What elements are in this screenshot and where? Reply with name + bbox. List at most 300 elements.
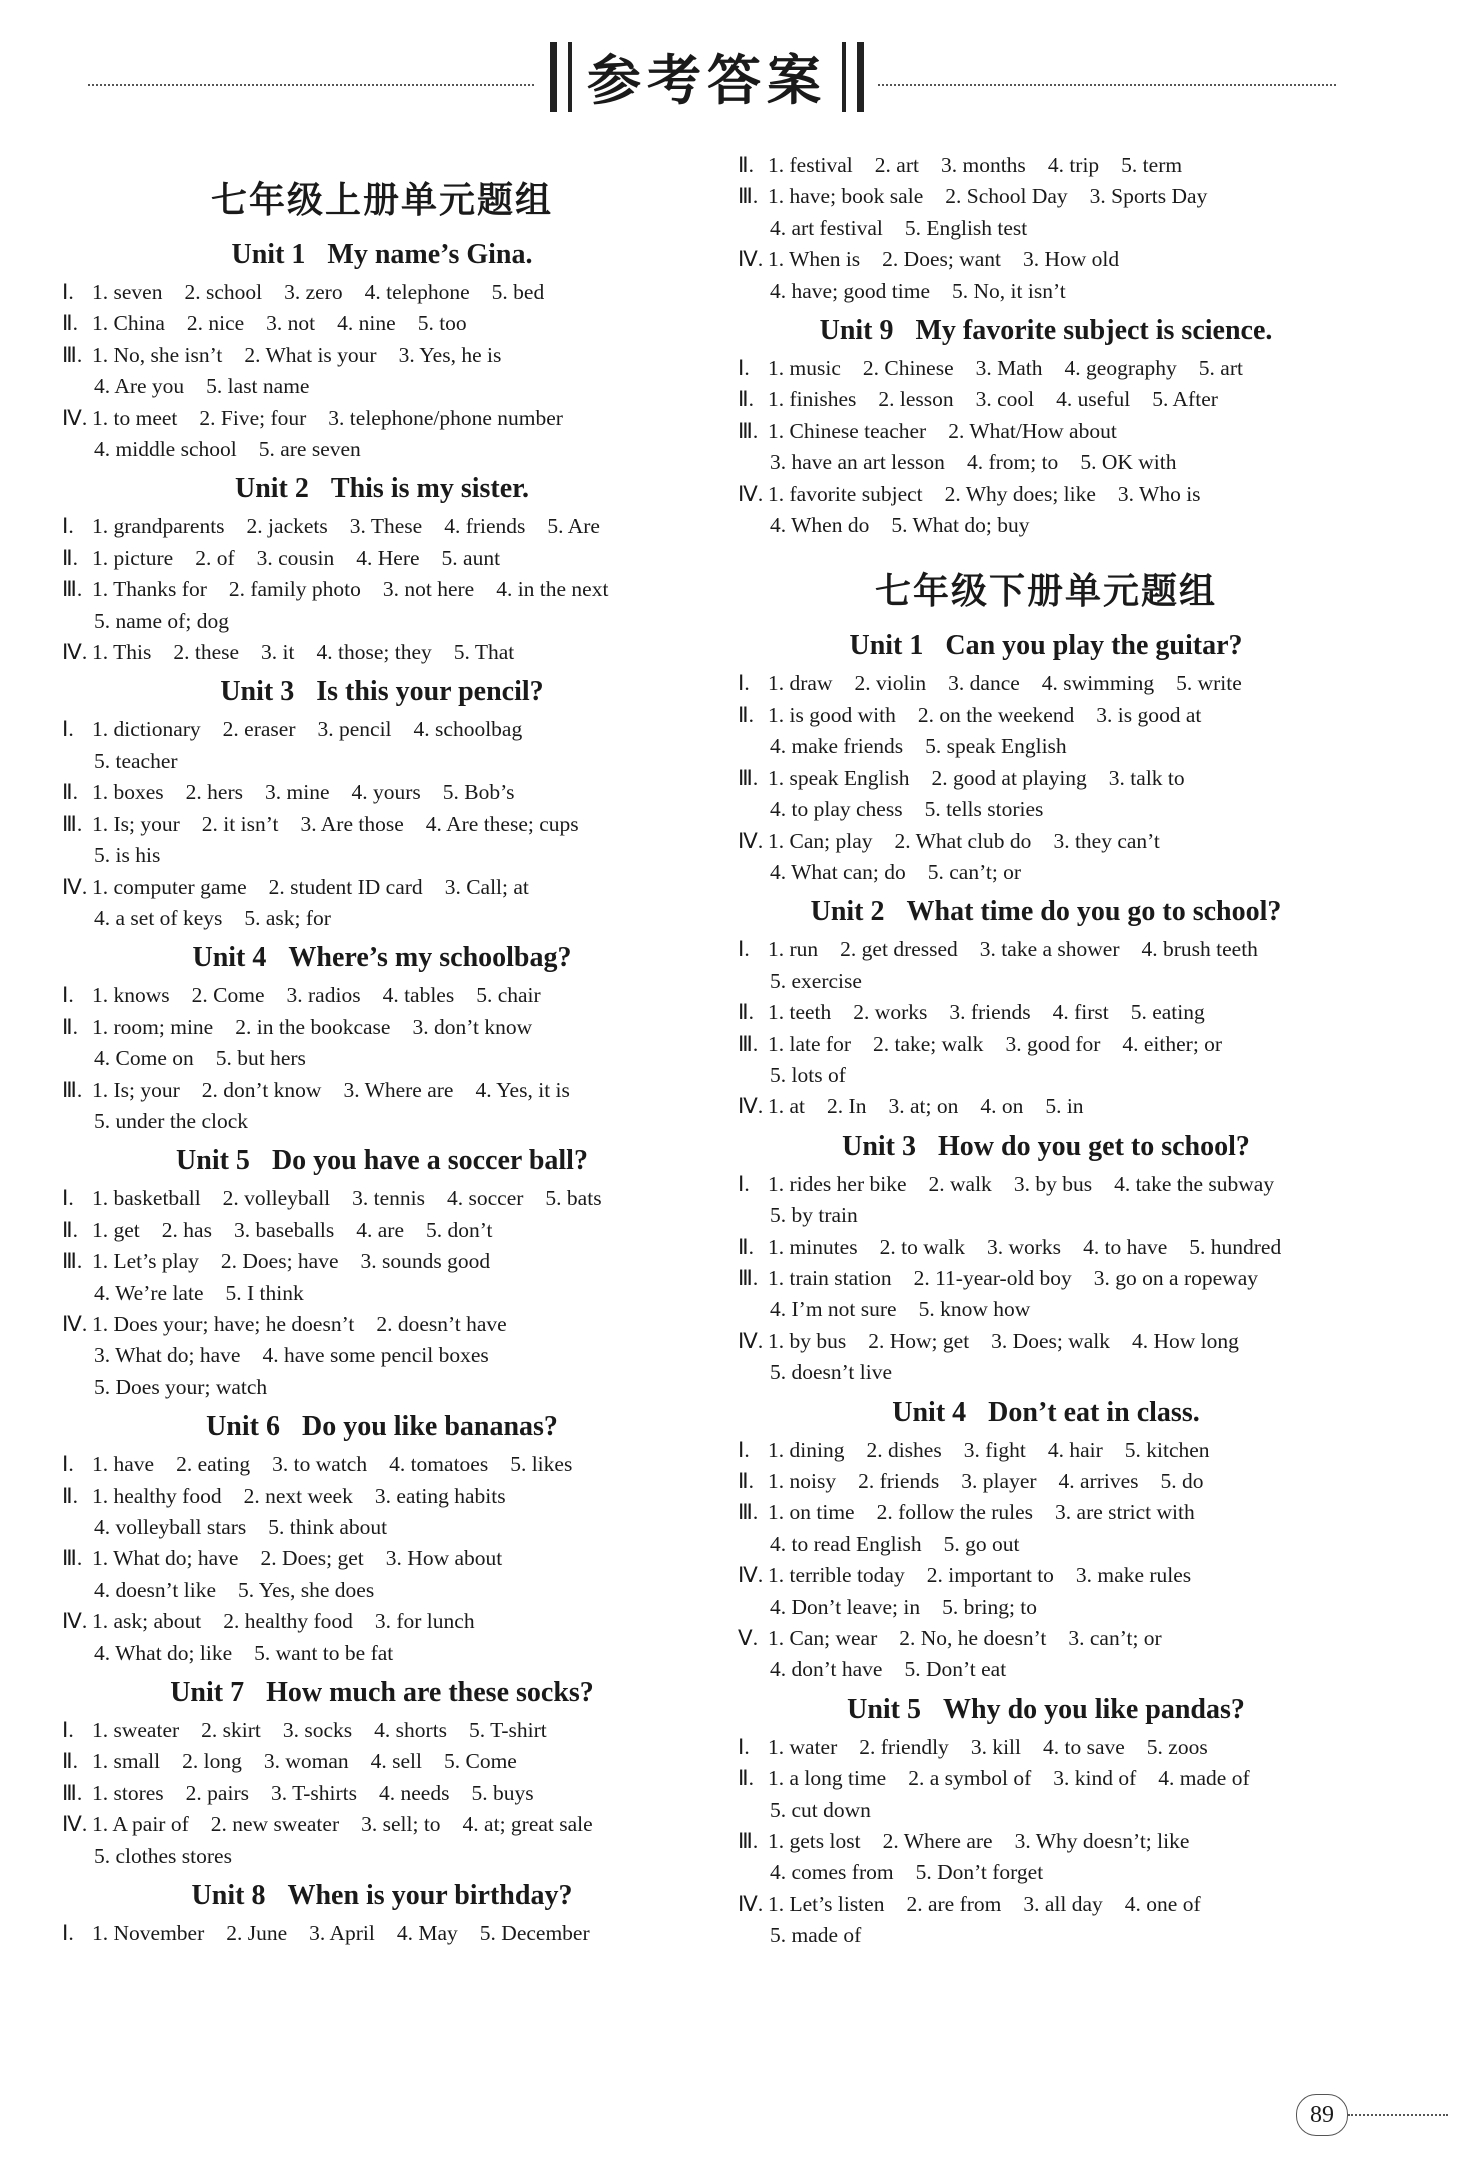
- answer-line: [62, 840, 702, 871]
- header-bars-left: [550, 42, 572, 112]
- answer-item: 2. doesn’t have: [376, 1311, 507, 1336]
- answer-item: 3. Yes, he is: [398, 342, 502, 367]
- answer-item: 5. Bob’s: [442, 780, 515, 805]
- section-numeral: Ⅲ.: [62, 577, 83, 602]
- answer-item: 3. are strict with: [1055, 1500, 1195, 1525]
- answer-line: [62, 1012, 702, 1043]
- section-numeral: Ⅳ.: [738, 1891, 764, 1916]
- answer-item: 2. take; walk: [872, 1031, 984, 1056]
- section-numeral: Ⅳ.: [738, 481, 764, 506]
- unit-heading: [738, 630, 1354, 662]
- section-numeral: Ⅳ.: [62, 1812, 88, 1837]
- header-dotted-rule-right: [878, 84, 1336, 86]
- answer-item: 1. rides her bike: [768, 1171, 907, 1196]
- section-numeral: Ⅲ.: [62, 1249, 83, 1274]
- answer-line: [738, 479, 1354, 510]
- answer-item: 1. get: [92, 1217, 140, 1242]
- answer-line: [62, 714, 702, 745]
- answer-line: [738, 1357, 1354, 1388]
- answer-line: [738, 1232, 1354, 1263]
- section-numeral: Ⅲ.: [62, 1077, 83, 1102]
- answer-line: [62, 637, 702, 668]
- answer-line: [62, 1372, 702, 1403]
- answer-line: [738, 1091, 1354, 1122]
- page-title: 参考答案: [587, 49, 827, 112]
- answer-item: 5. I think: [225, 1280, 304, 1305]
- answer-item: 4. either; or: [1122, 1031, 1223, 1056]
- unit-number: Unit 9: [819, 315, 894, 347]
- answer-item: 5. ask; for: [244, 905, 331, 930]
- answer-item: 1. Thanks for: [92, 577, 207, 602]
- answer-item: 2. Come: [191, 983, 265, 1008]
- answer-item: 2. violin: [854, 671, 927, 696]
- answer-item: 4. nine: [337, 311, 396, 336]
- answer-item: 5. English test: [904, 215, 1028, 240]
- unit-heading: [738, 1694, 1354, 1726]
- answer-item: 4. made of: [1158, 1766, 1250, 1791]
- unit-number: Unit 2: [810, 896, 885, 928]
- answer-line: [62, 1246, 702, 1277]
- answer-item: 2. healthy food: [223, 1609, 353, 1634]
- answer-line: [62, 340, 702, 371]
- unit-heading: [62, 1677, 702, 1709]
- page-number: 89: [1296, 2094, 1348, 2136]
- answer-line: [62, 574, 702, 605]
- answer-item: 4. Yes, it is: [475, 1077, 570, 1102]
- answer-item: 5. cut down: [770, 1797, 871, 1822]
- answer-item: 3. take a shower: [979, 937, 1120, 962]
- answer-item: 3. sell; to: [361, 1812, 441, 1837]
- section-numeral: Ⅰ.: [62, 717, 74, 742]
- answer-item: 5. term: [1121, 153, 1183, 177]
- section-numeral: Ⅳ.: [738, 1328, 764, 1353]
- section-numeral: Ⅰ.: [738, 1171, 750, 1196]
- answer-line: [62, 1106, 702, 1137]
- answer-item: 4. trip: [1047, 153, 1100, 177]
- answer-item: 1. Let’s play: [92, 1249, 199, 1274]
- answer-item: 1. festival: [768, 153, 853, 177]
- answer-line: [62, 1481, 702, 1512]
- answer-line: [62, 1918, 702, 1949]
- answer-item: 4. telephone: [364, 280, 470, 304]
- answer-item: 3. sounds good: [360, 1249, 491, 1274]
- section-numeral: Ⅳ.: [738, 1563, 764, 1588]
- answer-item: 5. in: [1045, 1094, 1084, 1119]
- unit-title: Is this your pencil?: [316, 676, 544, 708]
- answer-item: 5. No, it isn’t: [952, 278, 1066, 303]
- answer-line: [738, 244, 1354, 275]
- unit-title: Do you have a soccer ball?: [271, 1145, 588, 1177]
- answer-line: [738, 1795, 1354, 1826]
- answer-line: [738, 826, 1354, 857]
- answer-line: [738, 384, 1354, 415]
- answer-item: 1. Is; your: [92, 1077, 180, 1102]
- section-numeral: Ⅰ.: [62, 514, 74, 539]
- answer-item: 3. Call; at: [444, 874, 529, 899]
- unit-title: Where’s my schoolbag?: [288, 942, 572, 974]
- answer-item: 3. tennis: [352, 1186, 426, 1211]
- answer-item: 5. buys: [471, 1780, 534, 1805]
- unit-heading: [62, 1880, 702, 1912]
- answer-item: 5. lots of: [770, 1062, 846, 1087]
- answer-item: 3. months: [940, 153, 1026, 177]
- answer-item: 2. it isn’t: [201, 811, 279, 836]
- answer-item: 2. jackets: [246, 514, 328, 539]
- answer-item: 1. draw: [768, 671, 833, 696]
- answer-line: [62, 1746, 702, 1777]
- header-bars-right: [842, 42, 864, 112]
- answer-item: 2. walk: [928, 1171, 992, 1196]
- answer-item: 1. run: [768, 937, 819, 962]
- answer-item: 5. last name: [206, 374, 310, 399]
- answer-item: 2. new sweater: [210, 1812, 340, 1837]
- section-numeral: Ⅳ.: [62, 640, 88, 665]
- answer-item: 1. noisy: [768, 1469, 837, 1493]
- answer-line: [62, 1543, 702, 1574]
- answer-line: [62, 1606, 702, 1637]
- answer-item: 3. pencil: [317, 717, 392, 742]
- answer-line: [738, 181, 1354, 212]
- section-numeral: Ⅰ.: [738, 1437, 750, 1462]
- answer-item: 4. take the subway: [1114, 1171, 1275, 1196]
- answer-item: 4. schoolbag: [413, 717, 523, 742]
- answer-line: [62, 1575, 702, 1606]
- section-numeral: Ⅱ.: [62, 1483, 78, 1508]
- answer-item: 4. doesn’t like: [94, 1577, 217, 1602]
- answer-item: 3. Math: [975, 356, 1043, 381]
- answer-item: 4. one of: [1124, 1891, 1201, 1916]
- section-numeral: Ⅱ.: [62, 1014, 78, 1039]
- section-numeral: Ⅱ.: [738, 1234, 754, 1259]
- answer-item: 4. useful: [1056, 387, 1131, 412]
- answer-item: 1. small: [92, 1749, 161, 1774]
- unit-title: How much are these socks?: [266, 1677, 594, 1709]
- answer-item: 2. How; get: [868, 1328, 970, 1353]
- answer-item: 2. has: [161, 1217, 212, 1242]
- unit-number: Unit 1: [849, 630, 924, 662]
- answer-line: [738, 1060, 1354, 1091]
- answer-item: 2. Does; want: [882, 247, 1001, 272]
- answer-item: 2. No, he doesn’t: [899, 1626, 1047, 1651]
- answer-item: 3. Sports Day: [1089, 184, 1208, 209]
- answer-item: 5. art: [1198, 356, 1243, 381]
- section-numeral: Ⅰ.: [738, 356, 750, 381]
- answer-line: [738, 934, 1354, 965]
- answer-item: 1. speak English: [768, 765, 910, 790]
- answer-item: 4. on: [980, 1094, 1024, 1119]
- answer-item: 1. water: [768, 1734, 838, 1759]
- answer-item: 3. make rules: [1075, 1563, 1192, 1588]
- answer-item: 5. After: [1152, 387, 1218, 412]
- answer-item: 1. have; book sale: [768, 184, 924, 209]
- answer-item: 2. next week: [243, 1483, 353, 1508]
- answer-item: 4. to save: [1042, 1734, 1125, 1759]
- answer-item: 4. at; great sale: [462, 1812, 593, 1837]
- answer-item: 4. Are these; cups: [425, 811, 579, 836]
- answer-item: 3. works: [987, 1234, 1062, 1259]
- answer-item: 1. have: [92, 1452, 155, 1477]
- answer-item: 1. dictionary: [92, 717, 201, 742]
- answer-line: [62, 1809, 702, 1840]
- answer-line: [62, 1449, 702, 1480]
- answer-item: 3. What do; have: [94, 1343, 241, 1368]
- unit-title: Don’t eat in class.: [988, 1396, 1200, 1428]
- answer-item: 1. A pair of: [92, 1812, 189, 1837]
- section-numeral: Ⅳ.: [62, 405, 88, 430]
- answer-line: [738, 447, 1354, 478]
- answer-item: 1. healthy food: [92, 1483, 222, 1508]
- answer-line: [62, 1043, 702, 1074]
- answer-item: 3. kind of: [1053, 1766, 1137, 1791]
- answer-line: [738, 1654, 1354, 1685]
- answer-line: [738, 731, 1354, 762]
- answer-item: 1. No, she isn’t: [92, 342, 223, 367]
- answer-line: [62, 1183, 702, 1214]
- answer-item: 3. These: [349, 514, 423, 539]
- answer-item: 5. but hers: [215, 1046, 306, 1071]
- answer-item: 3. kill: [970, 1734, 1021, 1759]
- answer-item: 4. soccer: [447, 1186, 524, 1211]
- answer-item: 1. Is; your: [92, 811, 180, 836]
- section-numeral: Ⅳ.: [62, 1609, 88, 1634]
- header-dotted-rule-left: [88, 84, 534, 86]
- answer-item: 5. speak English: [925, 734, 1067, 759]
- answer-item: 3. not here: [382, 577, 475, 602]
- answer-item: 3. radios: [286, 983, 361, 1008]
- answer-item: 3. Who is: [1117, 481, 1201, 506]
- section-numeral: Ⅰ.: [738, 937, 750, 962]
- answer-line: [738, 700, 1354, 731]
- answer-item: 4. tables: [382, 983, 455, 1008]
- answer-item: 2. are from: [906, 1891, 1002, 1916]
- answer-item: 5. OK with: [1080, 450, 1177, 475]
- answer-line: [738, 416, 1354, 447]
- answer-line: [738, 1889, 1354, 1920]
- answer-item: 5. clothes stores: [94, 1843, 232, 1868]
- answer-line: [62, 777, 702, 808]
- answer-item: 2. follow the rules: [876, 1500, 1034, 1525]
- answer-item: 4. to read English: [770, 1531, 922, 1556]
- answer-item: 2. pairs: [185, 1780, 249, 1805]
- answer-item: 2. June: [226, 1921, 288, 1946]
- answer-item: 5. are seven: [258, 437, 361, 462]
- answer-item: 1. by bus: [768, 1328, 847, 1353]
- unit-heading: [738, 1131, 1354, 1163]
- answer-item: 3. baseballs: [233, 1217, 335, 1242]
- answer-item: 5. doesn’t live: [770, 1360, 893, 1385]
- answer-line: [62, 872, 702, 903]
- right-column: [738, 150, 1354, 1952]
- section-numeral: Ⅰ.: [62, 280, 74, 304]
- section-numeral: Ⅱ.: [62, 311, 78, 336]
- answer-item: 1. train station: [768, 1265, 892, 1290]
- answer-item: 5. want to be fat: [254, 1640, 394, 1665]
- answer-item: 3. socks: [282, 1718, 353, 1743]
- answer-item: 1. dining: [768, 1437, 845, 1462]
- answer-item: 2. Does; have: [220, 1249, 339, 1274]
- answer-item: 5. bed: [491, 280, 545, 304]
- answer-item: 2. art: [874, 153, 919, 177]
- answer-item: 2. dishes: [866, 1437, 942, 1462]
- answer-item: 4. to play chess: [770, 797, 903, 822]
- answer-item: 1. China: [92, 311, 165, 336]
- answer-line: [62, 371, 702, 402]
- answer-item: 5. think about: [268, 1515, 388, 1539]
- answer-line: [738, 1623, 1354, 1654]
- answer-item: 1. at: [768, 1094, 806, 1119]
- answer-line: [738, 1326, 1354, 1357]
- answer-item: 2. Does; get: [260, 1546, 364, 1571]
- answer-item: 2. Where are: [882, 1829, 993, 1854]
- answer-line: [738, 1497, 1354, 1528]
- answer-item: 5. hundred: [1189, 1234, 1282, 1259]
- section-numeral: Ⅳ.: [62, 1311, 88, 1336]
- answer-line: [738, 1466, 1354, 1497]
- answer-item: 5. don’t: [426, 1217, 493, 1242]
- section-numeral: Ⅱ.: [62, 780, 78, 805]
- answer-item: 3. Does; walk: [991, 1328, 1110, 1353]
- answer-item: 4. from; to: [966, 450, 1059, 475]
- answer-item: 2. student ID card: [268, 874, 423, 899]
- answer-item: 4. art festival: [770, 215, 883, 240]
- answer-item: 5. do: [1160, 1469, 1204, 1493]
- section-numeral: Ⅲ.: [62, 811, 83, 836]
- answer-line: [62, 511, 702, 542]
- answer-item: 4. to have: [1083, 1234, 1168, 1259]
- answer-item: 4. middle school: [94, 437, 237, 462]
- answer-item: 2. don’t know: [201, 1077, 322, 1102]
- answer-item: 2. lesson: [878, 387, 954, 412]
- answer-item: 5. What do; buy: [891, 513, 1030, 538]
- answer-item: 2. skirt: [201, 1718, 261, 1743]
- section-numeral: Ⅰ.: [62, 1186, 74, 1211]
- answer-item: 4. have some pencil boxes: [262, 1343, 489, 1368]
- answer-item: 2. What/How about: [948, 418, 1117, 443]
- answer-item: 4. Are you: [94, 374, 185, 399]
- answer-item: 3. Why doesn’t; like: [1014, 1829, 1190, 1854]
- answer-item: 4. comes from: [770, 1860, 894, 1885]
- answer-item: 4. brush teeth: [1141, 937, 1258, 962]
- answer-item: 3. at; on: [888, 1094, 959, 1119]
- answer-line: [62, 1309, 702, 1340]
- answer-item: 1. Let’s listen: [768, 1891, 885, 1916]
- answer-item: 2. Five; four: [199, 405, 307, 430]
- answer-item: 5. Come: [443, 1749, 517, 1774]
- left-column: [62, 150, 702, 1949]
- answer-item: 3. How about: [385, 1546, 503, 1571]
- unit-heading: [62, 1411, 702, 1443]
- answer-item: 4. Come on: [94, 1046, 194, 1071]
- answer-item: 5. chair: [476, 983, 541, 1008]
- answer-item: 3. cousin: [256, 545, 335, 570]
- answer-item: 2. school: [184, 280, 263, 304]
- section-numeral: Ⅱ.: [738, 153, 754, 177]
- answer-line: [62, 434, 702, 465]
- answer-item: 3. have an art lesson: [770, 450, 945, 475]
- answer-item: 2. in the bookcase: [235, 1014, 391, 1039]
- answer-item: 4. tomatoes: [389, 1452, 489, 1477]
- answer-line: [738, 353, 1354, 384]
- section-numeral: Ⅳ.: [62, 874, 88, 899]
- answer-line: [62, 277, 702, 308]
- answer-item: 5. Don’t eat: [904, 1657, 1007, 1682]
- answer-line: [738, 1732, 1354, 1763]
- answer-line: [738, 997, 1354, 1028]
- answer-item: 2. a symbol of: [908, 1766, 1032, 1791]
- answer-item: 5. zoos: [1146, 1734, 1208, 1759]
- answer-line: [738, 1294, 1354, 1325]
- unit-title: How do you get to school?: [938, 1130, 1250, 1162]
- answer-line: [738, 1435, 1354, 1466]
- answer-item: 1. sweater: [92, 1718, 180, 1743]
- answer-item: 5. go out: [943, 1531, 1020, 1556]
- page-header: [0, 0, 1474, 130]
- unit-number: Unit 5: [847, 1693, 921, 1725]
- unit-heading: [62, 473, 702, 505]
- answer-item: 4. a set of keys: [94, 905, 223, 930]
- grade-title: 七年级下册单元题组: [874, 571, 1217, 613]
- answer-line: [738, 668, 1354, 699]
- answer-item: 3. telephone/phone number: [328, 405, 563, 430]
- unit-heading: [738, 1397, 1354, 1429]
- section-numeral: Ⅱ.: [738, 387, 754, 412]
- answer-line: [62, 1215, 702, 1246]
- answer-item: 2. What club do: [894, 828, 1032, 853]
- answer-item: 5. December: [479, 1921, 590, 1946]
- section-numeral: Ⅲ.: [738, 184, 759, 209]
- answer-item: 1. stores: [92, 1780, 164, 1805]
- unit-title: When is your birthday?: [287, 1880, 573, 1912]
- answer-item: 1. finishes: [768, 387, 857, 412]
- unit-title: Why do you like pandas?: [943, 1693, 1245, 1725]
- answer-item: 1. computer game: [92, 874, 247, 899]
- answer-item: 3. cool: [975, 387, 1035, 412]
- answer-item: 5. eating: [1130, 1000, 1205, 1025]
- grade-title: 七年级上册单元题组: [210, 180, 553, 221]
- answer-item: 5. tells stories: [924, 797, 1044, 822]
- answer-item: 2. School Day: [945, 184, 1068, 209]
- answer-item: 3. woman: [263, 1749, 349, 1774]
- unit-heading: [62, 676, 702, 708]
- answer-line: [62, 1075, 702, 1106]
- section-numeral: Ⅱ.: [62, 1217, 78, 1242]
- answer-line: [738, 1592, 1354, 1623]
- answer-item: 3. all day: [1023, 1891, 1103, 1916]
- answer-item: 2. eraser: [222, 717, 296, 742]
- answer-item: 1. Can; play: [768, 828, 873, 853]
- answer-item: 2. long: [182, 1749, 242, 1774]
- answer-item: 4. volleyball stars: [94, 1515, 247, 1539]
- answer-line: [738, 966, 1354, 997]
- answer-item: 1. teeth: [768, 1000, 832, 1025]
- answer-item: 4. Here: [356, 545, 420, 570]
- answer-line: [62, 606, 702, 637]
- answer-item: 5. write: [1176, 671, 1242, 696]
- answer-item: 4. in the next: [496, 577, 609, 602]
- unit-number: Unit 3: [842, 1130, 916, 1162]
- answer-item: 2. What is your: [244, 342, 377, 367]
- answer-item: 2. on the weekend: [917, 702, 1075, 727]
- section-numeral: Ⅱ.: [738, 1000, 754, 1025]
- answer-item: 3. talk to: [1108, 765, 1185, 790]
- answer-line: [738, 857, 1354, 888]
- answer-item: 4. friends: [444, 514, 526, 539]
- unit-title: What time do you go to school?: [906, 896, 1282, 928]
- answer-item: 1. grandparents: [92, 514, 225, 539]
- answer-line: [738, 1529, 1354, 1560]
- answer-item: 1. is good with: [768, 702, 896, 727]
- answer-item: 5. Don’t forget: [915, 1860, 1044, 1885]
